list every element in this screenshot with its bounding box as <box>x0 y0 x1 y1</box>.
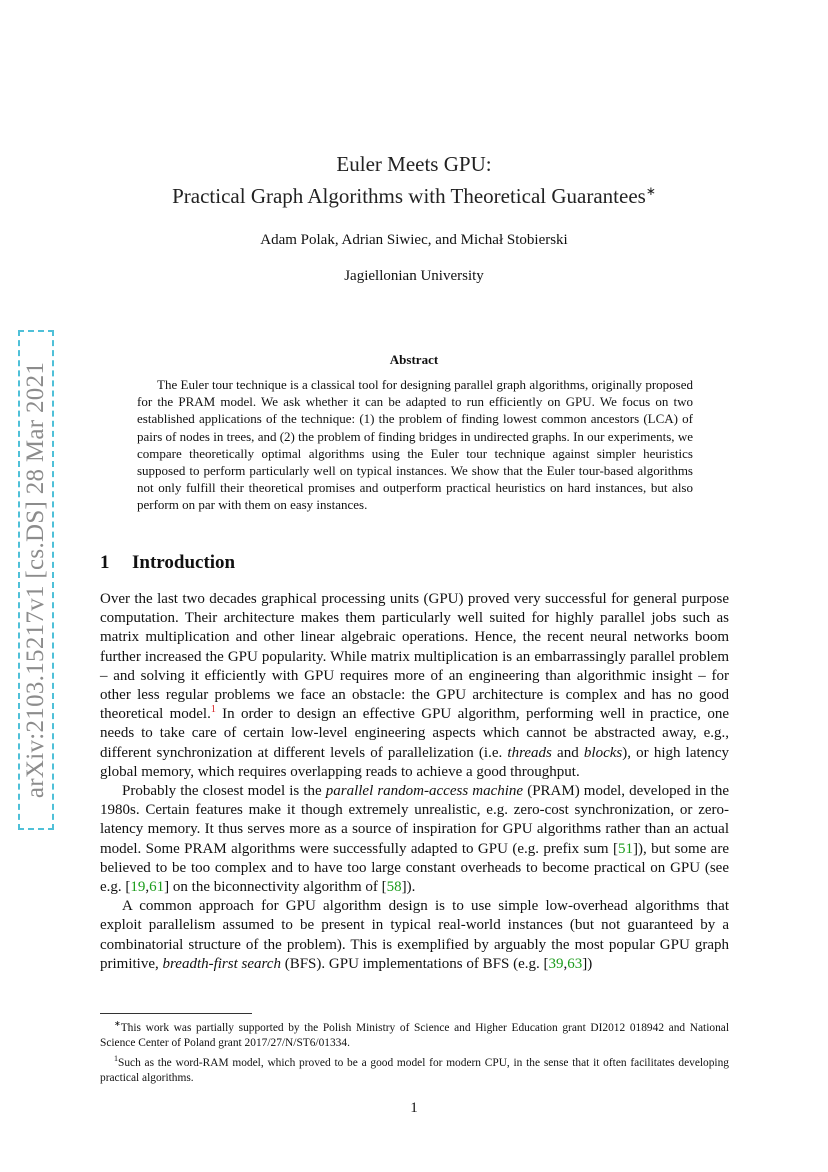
p2-text-a: Probably the closest model is the <box>122 783 326 800</box>
p1-text-b: In order to design an effective GPU algorithm, performing well in practice, one needs to take care of certain low-level engineering aspects which cannot be abstracted away, e.g., different synchronization at different levels of parallelization (i.e. <box>100 706 729 761</box>
paragraph-1 <box>100 590 729 782</box>
body-text <box>100 590 729 974</box>
p3-text-a: A common approach for GPU algorithm design is to use simple low-overhead algorithms that exploit parallelism assumed to be present in typical real-world instances (but not guaranteed by a combinatorial structure of the problem). This is exemplified by arguably the most popular GPU graph primitive, <box>100 898 729 972</box>
citation-19[interactable]: 19 <box>130 879 146 896</box>
footnotes <box>100 1016 729 1086</box>
citation-63[interactable]: 63 <box>567 955 583 972</box>
footnote-star <box>100 1016 729 1051</box>
footnote-ref-1[interactable]: 1 <box>210 704 216 716</box>
footnote-star-text: This work was partially supported by the Polish Ministry of Science and Higher Education grant DI2012 018942 and National Science Center of Poland grant 2017/27/N/ST6/01334. <box>100 1021 729 1049</box>
p2-text-b: (PRAM) model, developed in the 1980s. Certain features make it though extremely unrealistic, e.g. zero-cost synchronization, or zero-latency memory. It thus serves more as a source of inspiration for GPU algorithms rather than an actual model. Some PRAM algorithms were successfully adapted to GPU (e.g. prefix sum [ <box>100 783 729 857</box>
p2-text-c: ]), but some are believed to be too complex and to have too large constant overheads to become practical on GPU (see e.g. [ <box>100 840 729 896</box>
p1-text-c: ), or high latency global memory, which requires overlapping reads to achieve a good throughput. <box>100 744 729 780</box>
abstract-heading: Abstract <box>389 352 439 367</box>
citation-61[interactable]: 61 <box>149 879 165 896</box>
page-number: 1 <box>410 1100 418 1116</box>
citation-39[interactable]: 39 <box>548 955 564 972</box>
p2-pram: parallel random-access machine <box>325 783 524 800</box>
paragraph-3 <box>100 897 729 974</box>
p2-text-e: ]). <box>401 879 416 896</box>
author-list: Adam Polak, Adrian Siwiec, and Michał Stobierski <box>260 232 568 248</box>
paper-title-text: Practical Graph Algorithms with Theoretical Guarantees <box>172 184 646 208</box>
p2-text-d: ] on the biconnectivity algorithm of [ <box>164 879 387 896</box>
abstract-text: The Euler tour technique is a classical tool for designing parallel graph algorithms, originally proposed for the PRAM model. We ask whether it can be adapted to run efficiently on GPU. We focus on two established applications of the technique: (1) the problem of finding lowest common ancestors (LCA) of pairs of nodes in trees, and (2) the problem of finding bridges in undirected graphs. In our experiments, we compare theoretically optimal algorithms using the Euler tour technique against simpler heuristics supposed to perform particularly well on typical instances. We show that the Euler tour-based algorithms not only fulfill their theoretical promises and outperform practical heuristics on hard instances, but also perform on par with them on easy instances. <box>137 377 693 513</box>
citation-58[interactable]: 58 <box>386 879 402 896</box>
paper-title-line2 <box>100 184 728 209</box>
section-heading <box>100 552 235 574</box>
p2-comma: , <box>145 879 150 896</box>
p1-blocks: blocks <box>583 744 623 761</box>
p3-comma: , <box>563 955 568 972</box>
paper-title-line1: Euler Meets GPU: <box>336 152 492 176</box>
footnote-1-mark: 1 <box>114 1053 118 1063</box>
p1-threads: threads <box>507 744 552 761</box>
p3-bfs: breadth-first search <box>162 955 281 972</box>
p3-text-b: (BFS). GPU implementations of BFS (e.g. [ <box>280 955 549 972</box>
section-title: Introduction <box>132 552 236 573</box>
section-number: 1 <box>100 552 110 573</box>
footnote-rule <box>100 1013 252 1014</box>
title-footnote-mark[interactable]: ∗ <box>645 184 656 198</box>
affiliation: Jagiellonian University <box>344 268 484 284</box>
footnote-1 <box>100 1051 729 1086</box>
p3-text-c: ]) <box>582 955 593 972</box>
footnote-1-text: Such as the word-RAM model, which proved to be a good model for modern CPU, in the sense that it often facilitates developing practical algorithms. <box>100 1056 729 1084</box>
paragraph-2 <box>100 782 729 897</box>
arxiv-stamp[interactable] <box>18 330 54 830</box>
p1-text-a: Over the last two decades graphical processing units (GPU) proved very successful for general purpose computation. Their architecture makes them particularly well suited for highly parallel jobs such as matrix multiplication and other linear algebraic operations. Hence, the recent neural networks boom further increased the GPU popularity. While matrix multiplication is an embarrassingly parallel problem – and solving it efficiently with GPU requires more of an engineering than algorithmic insight – for other less regular problems we face an obstacle: the GPU architecture is complex and has no good theoretical model. <box>100 591 729 723</box>
citation-51[interactable]: 51 <box>617 840 633 857</box>
footnote-star-mark: ∗ <box>114 1019 121 1028</box>
p1-and: and <box>551 744 584 761</box>
arxiv-identifier[interactable]: arXiv:2103.15217v1 [cs.DS] 28 Mar 2021 <box>22 361 49 799</box>
